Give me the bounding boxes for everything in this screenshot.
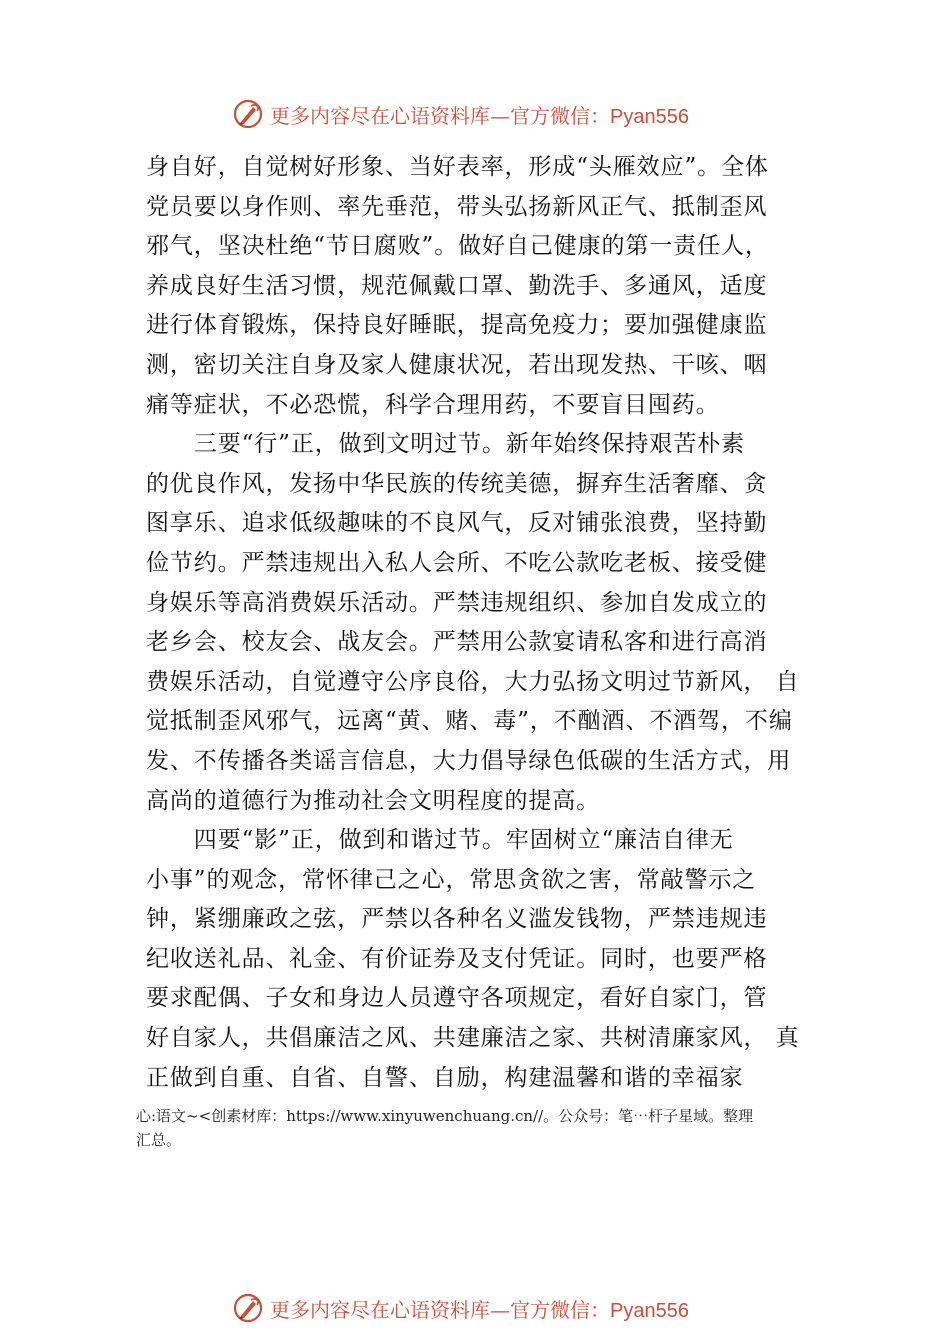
body-text-line: 小事”的观念，常怀律己之心，常思贪欲之害，常敲警示之	[146, 866, 757, 893]
footer-banner-label: 更多内容尽在心语资料库—官方微信：	[270, 1297, 610, 1322]
pen-logo-icon	[232, 98, 264, 130]
header-banner	[232, 96, 689, 132]
body-text-line: 三要“行”正，做到文明过节。新年始终保持艰苦朴素	[146, 431, 745, 458]
body-text-line: 费娱乐活动，自觉遵守公序良俗，大力弘扬文明过节新风， 自	[146, 668, 800, 695]
footnote-line: 汇总。	[136, 1131, 182, 1149]
document-body	[146, 148, 826, 1098]
body-text-line: 的优良作风，发扬中华民族的传统美德，摒弃生活奢靡、贪	[146, 470, 768, 497]
body-text-line: 图享乐、追求低级趣味的不良风气，反对铺张浪费，坚持勤	[146, 510, 768, 537]
body-text-line: 高尚的道德行为推动社会文明程度的提高。	[146, 787, 601, 814]
body-text-line: 觉抵制歪风邪气，远离“黄、赌、毒”，不酗酒、不酒驾，不编	[146, 708, 793, 735]
body-text-line: 测，密切关注自身及家人健康状况，若出现发热、干咳、咽	[146, 351, 768, 378]
footnote-line: 心:语文~<创素材库：https://www.xinyuwenchuang.cn//。公众号：笔⋯杆子星域。整理	[136, 1107, 754, 1125]
footer-banner-text	[270, 1294, 689, 1323]
source-footnote	[136, 1104, 826, 1152]
body-text-line: 痛等症状，不必恐慌，科学合理用药，不要盲目囤药。	[146, 391, 720, 418]
body-text-line: 好自家人，共倡廉洁之风、共建廉洁之家、共树清廉家风， 真	[146, 1025, 800, 1052]
header-banner-label: 更多内容尽在心语资料库—官方微信：	[270, 103, 610, 128]
body-text-line: 养成良好生活习惯，规范佩戴口罩、勤洗手、多通风，适度	[146, 272, 768, 299]
body-text-line: 老乡会、校友会、战友会。严禁用公款宴请私客和进行高消	[146, 629, 768, 656]
body-text-line: 身自好，自觉树好形象、当好表率，形成“头雁效应”。全体	[146, 154, 769, 180]
body-text-line: 党员要以身作则、率先垂范，带头弘扬新风正气、抵制歪风	[146, 193, 768, 220]
body-text-line: 俭节约。严禁违规出入私人会所、不吃公款吃老板、接受健	[146, 549, 768, 576]
body-text-line: 要求配偶、子女和身边人员遵守各项规定，看好自家门，管	[146, 985, 768, 1012]
header-wechat-id: Pyan556	[610, 105, 689, 128]
footer-wechat-id: Pyan556	[610, 1299, 689, 1322]
body-text-line: 正做到自重、自省、自警、自励，构建温馨和谐的幸福家	[146, 1064, 744, 1091]
body-text-line: 发、不传播各类谣言信息，大力倡导绿色低碳的生活方式，用	[146, 747, 792, 774]
body-text-line: 纪收送礼品、礼金、有价证券及支付凭证。同时，也要严格	[146, 945, 768, 972]
body-text-line: 钟，紧绷廉政之弦，严禁以各种名义滥发钱物，严禁违规违	[146, 906, 768, 933]
header-banner-text	[270, 100, 689, 129]
footer-banner	[232, 1290, 689, 1326]
body-text-line: 身娱乐等高消费娱乐活动。严禁违规组织、参加自发成立的	[146, 589, 768, 616]
body-text-line: 邪气，坚决杜绝“节日腐败”。做好自己健康的第一责任人，	[146, 233, 769, 260]
body-text-line: 进行体育锻炼，保持良好睡眠，提高免疫力；要加强健康监	[146, 312, 768, 339]
pen-logo-icon	[232, 1292, 264, 1324]
body-text-line: 四要“影”正，做到和谐过节。牢固树立“廉洁自律无	[146, 827, 734, 854]
